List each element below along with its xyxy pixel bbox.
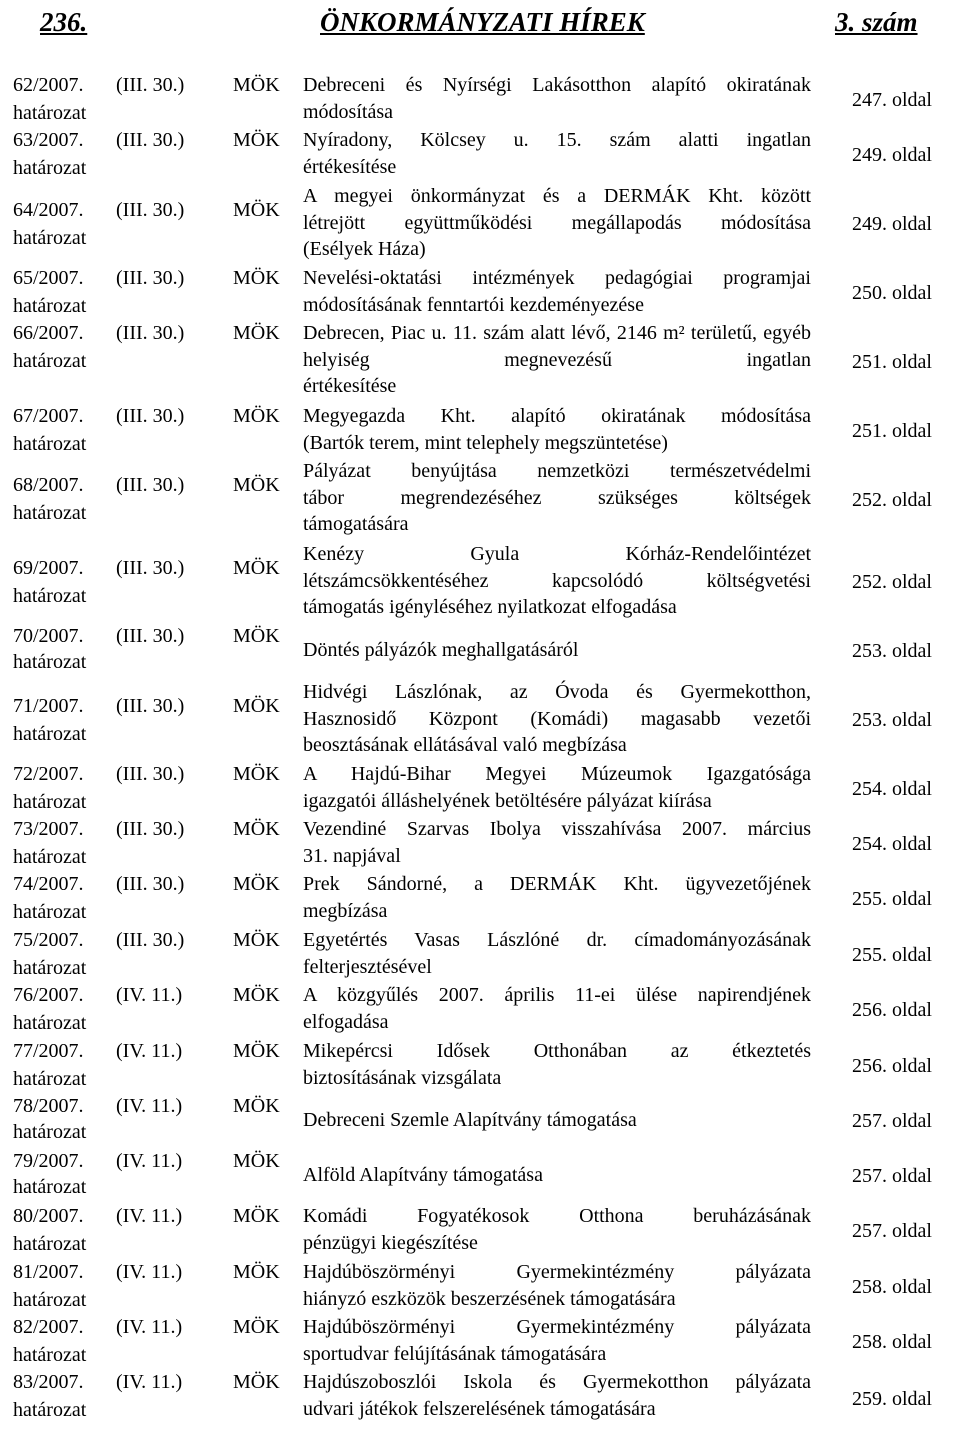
resolution-description xyxy=(303,265,811,318)
page-reference: 256. oldal xyxy=(852,1054,932,1077)
resolution-date: (IV. 11.) xyxy=(116,1150,183,1172)
resolution-id: 66/2007. xyxy=(13,322,84,344)
description-line: Hidvégi Lászlónak, az Óvoda és Gyermekotthon, xyxy=(303,681,811,703)
resolution-id: 71/2007. xyxy=(13,695,84,717)
resolution-description xyxy=(303,1162,811,1189)
description-line: Hajdúböszörményi Gyermekintézmény pályázata xyxy=(303,1316,811,1338)
resolution-type: határozat xyxy=(13,1399,87,1421)
resolution-type: határozat xyxy=(13,1176,87,1198)
issue-number: 3. szám xyxy=(835,7,918,37)
description-line: Debreceni és Nyírségi Lakásotthon alapító okiratának xyxy=(303,74,811,96)
issuing-body: MÖK xyxy=(233,625,280,647)
resolution-description xyxy=(303,1107,811,1134)
resolution-date: (III. 30.) xyxy=(116,74,185,96)
table-row xyxy=(0,623,960,679)
page-reference: 249. oldal xyxy=(852,144,932,166)
issuing-body: MÖK xyxy=(233,1316,280,1338)
issuing-body: MÖK xyxy=(233,129,280,151)
resolution-number xyxy=(13,197,280,223)
table-row xyxy=(0,1148,960,1203)
resolution-id: 62/2007. xyxy=(13,74,84,96)
table-row xyxy=(0,1203,960,1259)
description-line: A Hajdú-Bihar Megyei Múzeumok Igazgatósága xyxy=(303,763,811,785)
resolution-type: határozat xyxy=(13,1012,87,1034)
table-row xyxy=(0,1314,960,1369)
issuing-body: MÖK xyxy=(233,873,280,895)
description-line: igazgatói álláshelyének betöltésére pályázat kiírása xyxy=(303,789,712,812)
table-row xyxy=(0,265,960,320)
table-row xyxy=(0,1093,960,1148)
resolution-date: (III. 30.) xyxy=(116,818,185,840)
page-header xyxy=(0,0,960,58)
resolution-date: (IV. 11.) xyxy=(116,1316,183,1338)
description-line: felterjesztésével xyxy=(303,955,432,978)
resolution-number xyxy=(13,871,280,897)
description-line: Kenézy Gyula Kórház-Rendelőintézet xyxy=(303,543,811,565)
resolution-description xyxy=(303,1369,811,1422)
page-reference: 251. oldal xyxy=(852,419,932,442)
resolution-date: (III. 30.) xyxy=(116,129,185,151)
resolution-number xyxy=(13,320,280,346)
resolution-description xyxy=(303,1203,811,1256)
resolution-id: 67/2007. xyxy=(13,405,84,427)
description-line: Hasznosidő Központ (Komádi) magasabb vezetői xyxy=(303,707,811,730)
description-line: létrejött együttműködési megállapodás módosítása xyxy=(303,211,811,234)
table-row xyxy=(0,320,960,403)
table-row xyxy=(0,816,960,871)
resolution-date: (IV. 11.) xyxy=(116,984,183,1006)
table-row xyxy=(0,72,960,127)
issuing-body: MÖK xyxy=(233,405,280,427)
resolution-id: 79/2007. xyxy=(13,1150,84,1172)
resolution-number xyxy=(13,555,280,581)
table-row xyxy=(0,127,960,183)
description-line: módosításának fenntartói kezdeményezése xyxy=(303,293,644,316)
description-line: Egyetértés Vasas Lászlóné dr. címadományozásának xyxy=(303,929,811,951)
description-line: Megyegazda Kht. alapító okiratának módosítása xyxy=(303,405,811,427)
resolution-type: határozat xyxy=(13,102,87,124)
description-line: Nevelési-oktatási intézmények pedagógiai programjai xyxy=(303,267,811,289)
resolution-description xyxy=(303,761,811,814)
issuing-body: MÖK xyxy=(233,1371,280,1393)
description-line: támogatás igényléséhez nyilatkozat elfogadása xyxy=(303,596,677,618)
resolution-type: határozat xyxy=(13,651,87,673)
resolution-date: (IV. 11.) xyxy=(116,1261,183,1283)
resolution-description xyxy=(303,982,811,1035)
description-line: Mikepércsi Idősek Otthonában az étkeztetés xyxy=(303,1040,811,1062)
resolution-type: határozat xyxy=(13,1289,87,1311)
issuing-body: MÖK xyxy=(233,1205,280,1227)
resolution-date: (III. 30.) xyxy=(116,405,185,427)
page-reference: 247. oldal xyxy=(852,88,932,111)
issuing-body: MÖK xyxy=(233,984,280,1006)
description-line: Hajdúböszörményi Gyermekintézmény pályázata xyxy=(303,1261,811,1283)
table-row xyxy=(0,183,960,265)
issuing-body: MÖK xyxy=(233,929,280,951)
table-row xyxy=(0,1038,960,1093)
resolution-number xyxy=(13,72,280,98)
issuing-body: MÖK xyxy=(233,322,280,344)
page-reference: 249. oldal xyxy=(852,213,932,235)
page-number: 236. xyxy=(40,7,88,37)
resolution-number xyxy=(13,1314,280,1340)
resolution-type: határozat xyxy=(13,157,87,179)
description-line: Alföld Alapítvány támogatása xyxy=(303,1164,543,1186)
page-reference: 257. oldal xyxy=(852,1109,932,1132)
page-reference: 254. oldal xyxy=(852,832,932,855)
description-line: beosztásának ellátásával való megbízása xyxy=(303,734,627,756)
resolution-date: (IV. 11.) xyxy=(116,1040,183,1062)
page-reference: 250. oldal xyxy=(852,281,932,304)
issuing-body: MÖK xyxy=(233,557,280,579)
issuing-body: MÖK xyxy=(233,818,280,840)
resolution-id: 82/2007. xyxy=(13,1316,84,1338)
resolution-number xyxy=(13,623,280,649)
resolution-description xyxy=(303,637,811,664)
description-line: Prek Sándorné, a DERMÁK Kht. ügyvezetőjének xyxy=(303,873,811,895)
description-line: módosítása xyxy=(303,100,393,123)
issuing-body: MÖK xyxy=(233,1095,280,1117)
issuing-body: MÖK xyxy=(233,695,280,717)
description-line: tábor megrendezéséhez szükséges költségek xyxy=(303,486,811,509)
description-line: (Esélyek Háza) xyxy=(303,238,426,260)
issuing-body: MÖK xyxy=(233,763,280,785)
resolution-description xyxy=(303,541,811,621)
description-line: Pályázat benyújtása nemzetközi természetvédelmi xyxy=(303,460,811,482)
resolution-number xyxy=(13,1038,280,1064)
description-line: hiányzó eszközök beszerzésének támogatására xyxy=(303,1287,676,1310)
resolution-description xyxy=(303,458,811,538)
resolution-date: (III. 30.) xyxy=(116,873,185,895)
resolution-id: 65/2007. xyxy=(13,267,84,289)
table-row xyxy=(0,1369,960,1429)
resolution-number xyxy=(13,403,280,429)
page-reference: 258. oldal xyxy=(852,1275,932,1298)
description-line: létszámcsökkentéséhez kapcsolódó költségvetési xyxy=(303,569,811,592)
resolution-type: határozat xyxy=(13,1121,87,1143)
resolution-id: 78/2007. xyxy=(13,1095,84,1117)
resolution-description xyxy=(303,871,811,924)
description-line: Hajdúszoboszlói Iskola és Gyermekotthon pályázata xyxy=(303,1371,811,1393)
resolution-date: (III. 30.) xyxy=(116,929,185,951)
page-reference: 258. oldal xyxy=(852,1330,932,1353)
resolution-date: (III. 30.) xyxy=(116,474,185,496)
table-row xyxy=(0,541,960,623)
resolution-number xyxy=(13,982,280,1008)
description-line: 31. napjával xyxy=(303,844,401,867)
description-line: Debrecen, Piac u. 11. szám alatt lévő, 2146 m² területű, egyéb helyiség megnevezésű ingatlan xyxy=(303,322,811,371)
description-line: A közgyűlés 2007. április 11-ei ülése napirendjének xyxy=(303,984,811,1006)
resolution-date: (III. 30.) xyxy=(116,322,185,344)
resolution-number xyxy=(13,1259,280,1285)
resolution-type: határozat xyxy=(13,1233,87,1255)
table-row xyxy=(0,982,960,1038)
resolution-type: határozat xyxy=(13,227,87,249)
description-line: értékesítése xyxy=(303,155,397,178)
resolution-id: 72/2007. xyxy=(13,763,84,785)
resolution-id: 68/2007. xyxy=(13,474,84,496)
resolution-id: 70/2007. xyxy=(13,625,84,647)
description-line: megbízása xyxy=(303,899,388,922)
resolution-id: 75/2007. xyxy=(13,929,84,951)
issuing-body: MÖK xyxy=(233,267,280,289)
description-line: Vezendiné Szarvas Ibolya visszahívása 2007. március xyxy=(303,818,811,840)
page-reference: 252. oldal xyxy=(852,571,932,593)
description-line: (Bartók terem, mint telephely megszüntetése) xyxy=(303,431,668,454)
table-row xyxy=(0,871,960,927)
resolution-type: határozat xyxy=(13,901,87,923)
issuing-body: MÖK xyxy=(233,74,280,96)
resolution-date: (III. 30.) xyxy=(116,695,185,717)
resolution-number xyxy=(13,693,280,719)
resolution-date: (IV. 11.) xyxy=(116,1205,183,1227)
resolution-number xyxy=(13,472,280,498)
table-row xyxy=(0,1259,960,1314)
page-reference: 253. oldal xyxy=(852,709,932,731)
page-reference: 256. oldal xyxy=(852,999,932,1021)
table-row xyxy=(0,403,960,458)
resolution-id: 73/2007. xyxy=(13,818,84,840)
resolution-number xyxy=(13,1369,280,1395)
resolution-type: határozat xyxy=(13,1344,87,1366)
resolution-id: 63/2007. xyxy=(13,129,84,151)
page-reference: 254. oldal xyxy=(852,777,932,800)
description-line: támogatására xyxy=(303,513,409,535)
resolution-number xyxy=(13,1148,280,1174)
table-row xyxy=(0,679,960,761)
description-line: sportudvar felújításának támogatására xyxy=(303,1342,607,1365)
page-reference: 255. oldal xyxy=(852,943,932,966)
resolution-type: határozat xyxy=(13,1068,87,1090)
resolution-id: 74/2007. xyxy=(13,873,84,895)
resolution-id: 69/2007. xyxy=(13,557,84,579)
resolution-date: (III. 30.) xyxy=(116,557,185,579)
resolution-description xyxy=(303,1314,811,1367)
page-reference: 257. oldal xyxy=(852,1164,932,1187)
description-line: Döntés pályázók meghallgatásáról xyxy=(303,639,579,661)
table-row xyxy=(0,458,960,541)
resolution-type: határozat xyxy=(13,846,87,868)
resolution-date: (III. 30.) xyxy=(116,267,185,289)
resolution-type: határozat xyxy=(13,350,87,372)
page-reference: 253. oldal xyxy=(852,640,932,662)
table-row xyxy=(0,761,960,816)
publication-title: ÖNKORMÁNYZATI HÍREK xyxy=(320,7,645,37)
page-reference: 252. oldal xyxy=(852,488,932,511)
description-line: értékesítése xyxy=(303,375,397,397)
resolution-description xyxy=(303,403,811,456)
resolution-description xyxy=(303,927,811,980)
resolution-date: (IV. 11.) xyxy=(116,1095,183,1117)
resolution-number xyxy=(13,1203,280,1229)
resolution-type: határozat xyxy=(13,502,87,524)
resolution-type: határozat xyxy=(13,791,87,813)
resolution-type: határozat xyxy=(13,433,87,455)
issuing-body: MÖK xyxy=(233,199,280,221)
description-line: biztosításának vizsgálata xyxy=(303,1066,502,1089)
description-line: Debreceni Szemle Alapítvány támogatása xyxy=(303,1109,637,1131)
resolution-type: határozat xyxy=(13,723,87,745)
resolution-number xyxy=(13,927,280,953)
resolution-description xyxy=(303,1038,811,1091)
resolution-date: (III. 30.) xyxy=(116,763,185,785)
resolution-description xyxy=(303,127,811,180)
table-row xyxy=(0,927,960,982)
description-line: elfogadása xyxy=(303,1010,389,1033)
resolution-description xyxy=(303,1259,811,1312)
issuing-body: MÖK xyxy=(233,1150,280,1172)
issuing-body: MÖK xyxy=(233,1040,280,1062)
resolution-date: (III. 30.) xyxy=(116,199,185,221)
resolution-date: (III. 30.) xyxy=(116,625,185,647)
page-reference: 255. oldal xyxy=(852,888,932,910)
page-reference: 259. oldal xyxy=(852,1388,932,1410)
resolution-id: 76/2007. xyxy=(13,984,84,1006)
resolution-description xyxy=(303,183,811,263)
description-line: A megyei önkormányzat és a DERMÁK Kht. között xyxy=(303,185,811,207)
resolution-id: 81/2007. xyxy=(13,1261,84,1283)
resolution-id: 77/2007. xyxy=(13,1040,84,1062)
issuing-body: MÖK xyxy=(233,1261,280,1283)
description-line: pénzügyi kiegészítése xyxy=(303,1231,478,1254)
resolution-number xyxy=(13,816,280,842)
resolution-description xyxy=(303,679,811,759)
description-line: Komádi Fogyatékosok Otthona beruházásának xyxy=(303,1205,811,1227)
description-line: Nyíradony, Kölcsey u. 15. szám alatti ingatlan xyxy=(303,129,811,151)
resolution-description xyxy=(303,816,811,869)
resolution-type: határozat xyxy=(13,295,87,317)
resolution-id: 64/2007. xyxy=(13,199,84,221)
resolution-number xyxy=(13,1093,280,1119)
resolution-id: 83/2007. xyxy=(13,1371,84,1393)
page-reference: 257. oldal xyxy=(852,1220,932,1242)
resolution-id: 80/2007. xyxy=(13,1205,84,1227)
description-line: udvari játékok felszerelésének támogatására xyxy=(303,1397,656,1420)
resolution-type: határozat xyxy=(13,585,87,607)
resolution-description xyxy=(303,320,811,400)
resolution-number xyxy=(13,265,280,291)
resolution-number xyxy=(13,761,280,787)
resolution-date: (IV. 11.) xyxy=(116,1371,183,1393)
resolution-type: határozat xyxy=(13,957,87,979)
issuing-body: MÖK xyxy=(233,474,280,496)
resolution-number xyxy=(13,127,280,153)
page-reference: 251. oldal xyxy=(852,350,932,373)
resolution-description xyxy=(303,72,811,125)
